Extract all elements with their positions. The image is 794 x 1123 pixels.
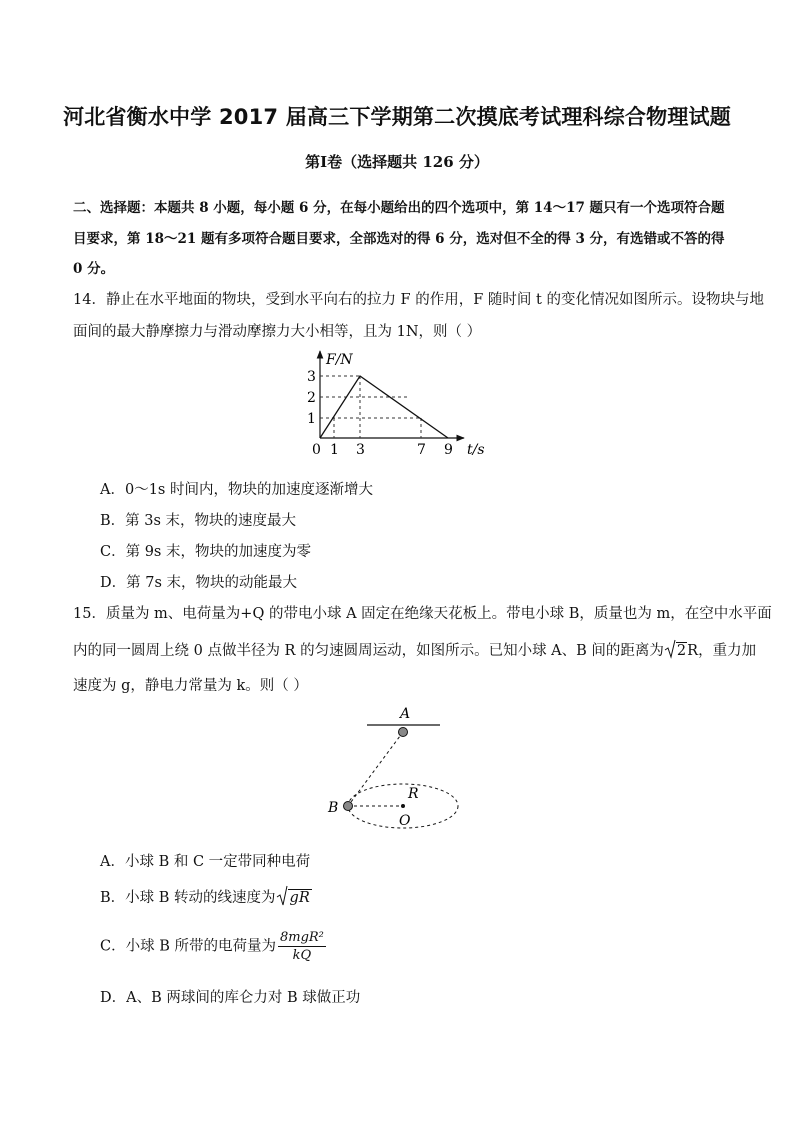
q15-stem-line-2-text: 内的同一圆周上绕 0 点做半径为 R 的匀速圆周运动，如图所示。已知小球 A、B 间的距离为 xyxy=(73,643,664,659)
q15-option-b xyxy=(100,885,312,907)
instructions-line-3: 0 分。 xyxy=(73,261,115,277)
q14-option-b: B．第 3s 末，物块的速度最大 xyxy=(100,513,297,529)
q15-stem-line-2-tail: R，重力加 xyxy=(687,643,757,659)
x-tick-9: 9 xyxy=(444,442,453,458)
force-curve xyxy=(320,376,448,438)
center-point xyxy=(401,804,405,808)
x-tick-7: 7 xyxy=(417,442,426,458)
radical-sign-gr xyxy=(276,885,288,907)
q15-stem-line-3: 速度为 g，静电力常量为 k。则（ ） xyxy=(73,678,308,694)
q15-stem-line-1: 15．质量为 m、电荷量为+Q 的带电小球 A 固定在绝缘天花板上。带电小球 B，质量也为 m，在空中水平面 xyxy=(73,606,772,622)
label-b: B xyxy=(328,800,339,816)
q14-option-c: C．第 9s 末，物块的加速度为零 xyxy=(100,544,311,560)
q15-option-b-text: B．小球 B 转动的线速度为 xyxy=(100,890,276,906)
sqrt-two-radicand: 2 xyxy=(676,643,687,659)
sqrt-two xyxy=(664,639,687,659)
instructions-line-2: 目要求，第 18～21 题有多项符合题目要求，全部选对的得 6 分，选对但不全的得 3 分，有选错或不答的得 xyxy=(73,231,725,247)
radical-sign xyxy=(664,639,676,659)
y-tick-1: 1 xyxy=(307,411,316,427)
y-tick-2: 2 xyxy=(307,390,316,406)
fraction-denominator: kQ xyxy=(292,948,312,963)
ball-a xyxy=(399,728,408,737)
page-title: 河北省衡水中学 2017 届高三下学期第二次摸底考试理科综合物理试题 xyxy=(63,105,731,129)
label-r: R xyxy=(408,786,419,802)
x-tick-3: 3 xyxy=(356,442,365,458)
y-axis-label: F/N xyxy=(326,352,353,368)
q15-option-c xyxy=(100,930,326,963)
charged-ball-figure xyxy=(320,700,470,830)
force-time-graph xyxy=(290,344,500,466)
origin-label: 0 xyxy=(312,442,321,458)
q15-option-a: A．小球 B 和 C 一定带同种电荷 xyxy=(100,854,311,870)
x-tick-1: 1 xyxy=(330,442,339,458)
q15-option-d: D．A、B 两球间的库仑力对 B 球做正功 xyxy=(100,990,361,1006)
instructions-line-1: 二、选择题：本题共 8 小题，每小题 6 分，在每小题给出的四个选项中，第 14～17 题只有一个选项符合题 xyxy=(73,200,725,216)
y-tick-3: 3 xyxy=(307,369,316,385)
label-a: A xyxy=(400,706,411,722)
x-axis-label: t/s xyxy=(467,442,485,458)
q14-stem-line-1: 14．静止在水平地面的物块，受到水平向右的拉力 F 的作用，F 随时间 t 的变化情况如图所示。设物块与地 xyxy=(73,292,764,308)
section-heading: 第Ⅰ卷（选择题共 126 分） xyxy=(305,153,489,171)
sqrt-gr-radicand: gR xyxy=(289,890,310,906)
q15-stem-line-2 xyxy=(73,639,757,660)
ball-b xyxy=(344,802,353,811)
charge-fraction xyxy=(278,930,326,963)
q14-option-a: A．0～1s 时间内，物块的加速度逐渐增大 xyxy=(100,482,373,498)
q14-stem-line-2: 面间的最大静摩擦力与滑动摩擦力大小相等，且为 1N，则（ ） xyxy=(73,324,482,340)
fraction-numerator: 8mgR² xyxy=(279,930,324,945)
q15-option-c-text: C．小球 B 所带的电荷量为 xyxy=(100,938,276,955)
q14-option-d: D．第 7s 末，物块的动能最大 xyxy=(100,575,298,591)
label-o: O xyxy=(399,813,411,829)
sqrt-gr xyxy=(276,885,312,907)
